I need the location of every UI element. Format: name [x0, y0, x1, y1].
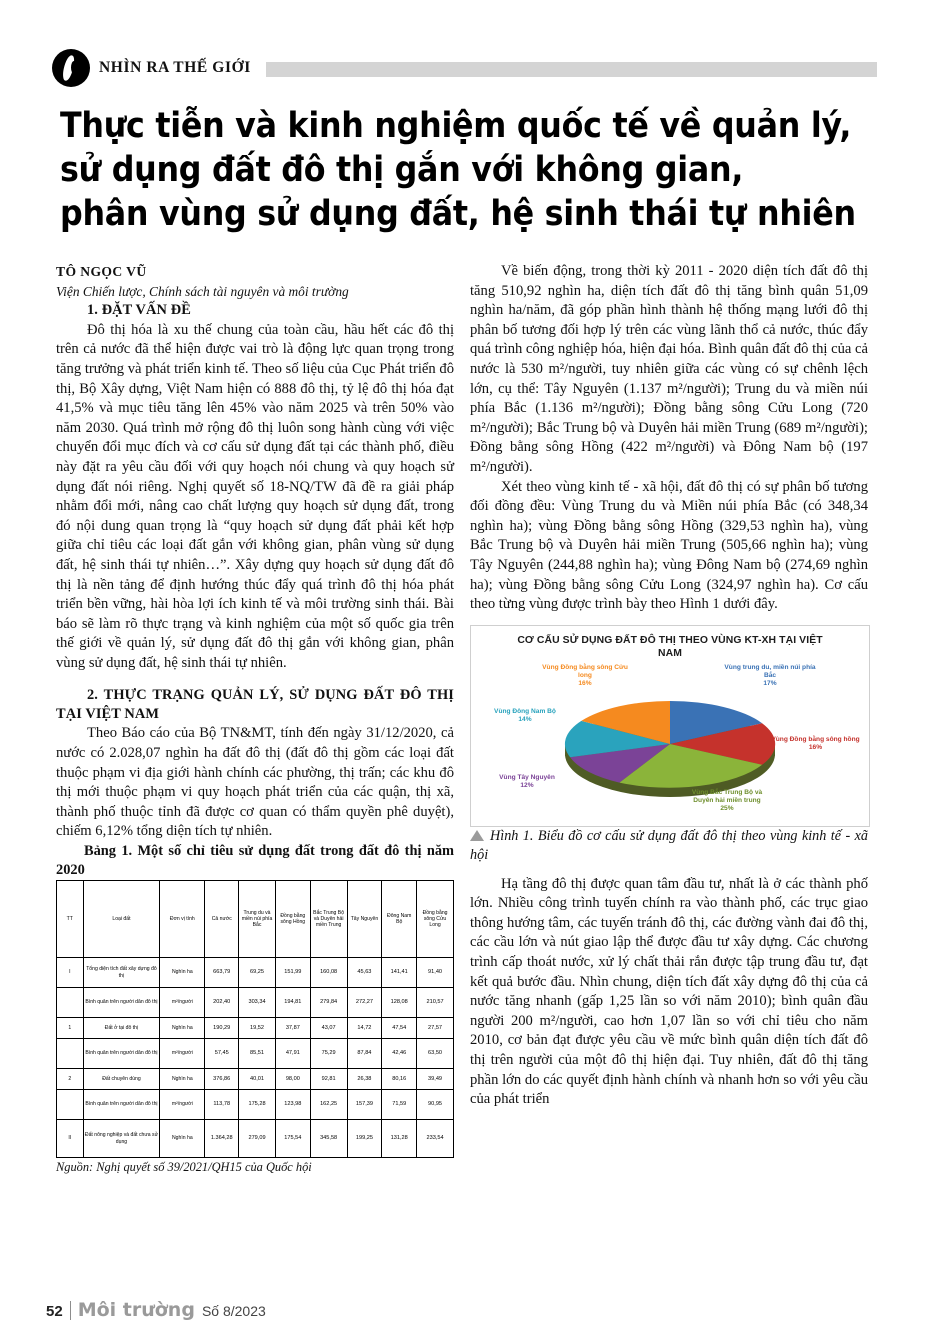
cell-don-vi: m²/người	[160, 988, 205, 1018]
cell-dbscl: 90,95	[417, 1090, 454, 1120]
heading-section-1: 1. ĐẶT VẤN ĐỀ	[87, 302, 191, 319]
col-header-dbscl: Đồng bằng sông Cửu Long	[417, 881, 454, 958]
cell-dbsh: 151,99	[275, 958, 310, 988]
col-header-dong-nam-bo: Đông Nam Bộ	[382, 881, 417, 958]
cell-dbsh: 37,87	[275, 1018, 310, 1039]
cell-tay-nguyen: 272,27	[347, 988, 382, 1018]
table-row	[57, 1090, 454, 1120]
cell-dnb: 71,59	[382, 1090, 417, 1120]
pie-label-text: Vùng Đông Nam Bộ	[494, 707, 556, 715]
cell-tt	[57, 1090, 84, 1120]
land-use-indicators-table	[56, 880, 454, 1158]
cell-dnb: 80,16	[382, 1069, 417, 1090]
col-header-dbsh: Đồng bằng sông Hồng	[275, 881, 310, 958]
col-header-tay-nguyen: Tây Nguyên	[347, 881, 382, 958]
cell-btb: 345,58	[310, 1120, 347, 1158]
cell-trung-du: 279,09	[239, 1120, 276, 1158]
figure-caption-text: Hình 1. Biểu đồ cơ cấu sử dụng đất đô thị theo vùng kinh tế - xã hội	[470, 827, 868, 863]
cell-dbscl: 233,54	[417, 1120, 454, 1158]
figure-1-pie-chart	[470, 625, 870, 827]
issue-number: Số 8/2023	[201, 1303, 266, 1319]
table-row	[57, 1039, 454, 1069]
cell-loai-dat: Bình quân trên người dân đô thị	[83, 988, 160, 1018]
cell-dnb: 141,41	[382, 958, 417, 988]
cell-don-vi: Nghìn ha	[160, 958, 205, 988]
cell-dbscl: 39,49	[417, 1069, 454, 1090]
table-caption: Bảng 1. Một số chỉ tiêu sử dụng đất trong đất đô thị năm 2020	[56, 843, 454, 879]
paragraph-intro: Đô thị hóa là xu thế chung của toàn cầu, hầu hết các đô thị trên cả nước đã thể hiện được vai trò là động lực quan trọng trong tăng trưởng và phát triển kinh tế. Theo số liệu của Cục Phát triển đô thị, Bộ Xây dựng, Việt Nam hiện có 888 đô thị, tỷ lệ đô thị hóa đạt 41,5% và mục tiêu tăng lên 45% vào năm 2025 và trên 50% vào năm 2030. Quá trình mở rộng đô thị luôn song hành cùng với việc chuyển đổi mục đích và cơ cấu sử dụng đất tại các thành phố, điều này đặt ra yêu cầu đối với quy hoạch nói chung và quy hoạch sử dụng đất nói riêng. Nghị quyết số 18-NQ/TW đã đề ra giải pháp nhằm đổi mới, nâng cao chất lượng quy hoạch sử dụng đất, trong đó nội dung quan trọng là “quy hoạch sử dụng đất phải kết hợp giữa chỉ tiêu các loại đất gắn với không gian, phân vùng sử dụng đất, hệ sinh thái tự nhiên…”. Xây dựng quy hoạch sử dụng đất đô thị là nền tảng để định hướng thúc đẩy quá trình đô thị hóa phát triển bền vững, hài hòa lợi ích kinh tế và môi trường sinh thái. Bài báo sẽ làm rõ thực trạng và kinh nghiệm của một số quốc gia trên thế giới về quản lý, sử dụng đất đô thị gắn với không gian, phân vùng sử dụng đất, hệ sinh thái tự nhiên.	[56, 321, 454, 671]
article-title	[60, 104, 856, 236]
pie-label-value: 16%	[578, 680, 592, 688]
right-column	[470, 262, 868, 1110]
pie-label-btb	[681, 789, 773, 814]
cell-tt: 2	[57, 1069, 84, 1090]
page-footer	[46, 1301, 266, 1320]
pie-label-dbscl	[539, 664, 631, 689]
col-header-tt: TT	[57, 881, 84, 958]
cell-btb: 162,25	[310, 1090, 347, 1120]
cell-trung-du: 303,34	[239, 988, 276, 1018]
cell-don-vi: Nghìn ha	[160, 1120, 205, 1158]
cell-ca-nuoc: 1.364,28	[205, 1120, 239, 1158]
kicker-label: NHÌN RA THẾ GIỚI	[99, 59, 251, 76]
pie-label-dong-nam-bo	[479, 708, 571, 724]
cell-dbsh: 175,54	[275, 1120, 310, 1158]
cell-trung-du: 85,51	[239, 1039, 276, 1069]
cell-dbscl: 210,57	[417, 988, 454, 1018]
pie-label-text: Vùng trung du, miền núi phía Bắc	[724, 663, 816, 679]
pie-label-text: Vùng Bắc Trung Bộ và Duyên hải miền trung	[691, 788, 763, 804]
cell-btb: 160,08	[310, 958, 347, 988]
table-row	[57, 1069, 454, 1090]
cell-dbscl: 63,50	[417, 1039, 454, 1069]
cell-tay-nguyen: 87,84	[347, 1039, 382, 1069]
cell-dnb: 128,08	[382, 988, 417, 1018]
paragraph-regions: Xét theo vùng kinh tế - xã hội, đất đô thị có sự phân bố tương đối đồng đều: Vùng Trung du và Miền núi phía Bắc (có 348,34 nghìn ha); vùng Đồng bằng sông Hồng (329,53 nghìn ha), vùng Bắc Trung bộ và Duyên hải miền Trung (505,66 nghìn ha); vùng Tây Nguyên (244,88 nghìn ha); vùng Đông Nam bộ (274,69 nghìn ha); vùng Đồng bằng sông Cửu Long (324,97 nghìn ha). Cơ cấu theo từng vùng được trình bày theo Hình 1 dưới đây.	[470, 478, 868, 613]
cell-loai-dat: Bình quân trên người dân đô thị	[83, 1090, 160, 1120]
cell-btb: 92,81	[310, 1069, 347, 1090]
section-kicker	[52, 48, 877, 88]
cell-loai-dat: Tổng diện tích đất xây dựng đô thị	[83, 958, 160, 988]
cell-tay-nguyen: 14,72	[347, 1018, 382, 1039]
cell-loai-dat: Bình quân trên người dân đô thị	[83, 1039, 160, 1069]
cell-dbscl: 91,40	[417, 958, 454, 988]
cell-ca-nuoc: 190,29	[205, 1018, 239, 1039]
cell-dbscl: 27,57	[417, 1018, 454, 1039]
cell-trung-du: 40,01	[239, 1069, 276, 1090]
pie-label-value: 25%	[720, 805, 734, 813]
pie-label-text: Vùng Đồng bằng sông Cửu long	[542, 663, 628, 679]
cell-loai-dat: Đất chuyên dùng	[83, 1069, 160, 1090]
cell-don-vi: m²/người	[160, 1090, 205, 1120]
pie-svg	[471, 626, 869, 826]
pie-chart-graphic	[471, 626, 869, 826]
table-header-row	[57, 881, 454, 958]
table-row	[57, 1018, 454, 1039]
paragraph-infrastructure: Hạ tầng đô thị được quan tâm đầu tư, nhất là ở các thành phố lớn. Nhiều công trình tuyến chính ra vào thành phố, các trục giao thông hướng tâm, các tuyến tránh đô thị, các đường vành đai đô thị, các cầu lớn và nút giao lập thể được đầu tư xây dựng. Các chương trình cấp thoát nước, xử lý chất thải rắn được tập trung đầu tư, đạt kết quả bước đầu. Nhìn chung, diện tích đất xây dựng đô thị của cả nước tăng nhanh (gấp 1,25 lần so với năm 2010); bình quân đầu người 200 m²/người, cao hơn 1,07 lần so với chỉ tiêu cho năm 2010, cơ bản đạt được yêu cầu về mức bình quân diện tích đất đô thị trên người của một đô thị hiện đại. Tuy nhiên, đất đô thị tăng phần lớn do các quyết định hành chính và nhanh hơn so với yêu cầu của phát triển	[470, 875, 868, 1108]
table-row	[57, 958, 454, 988]
cell-loai-dat: Đất ở tại đô thị	[83, 1018, 160, 1039]
cell-ca-nuoc: 376,86	[205, 1069, 239, 1090]
heading-section-2: 2. THỰC TRẠNG QUẢN LÝ, SỬ DỤNG ĐẤT ĐÔ THỊ TẠI VIỆT NAM	[56, 687, 454, 723]
cell-loai-dat: Đất nông nghiệp và đất chưa sử dụng	[83, 1120, 160, 1158]
col-header-don-vi: Đơn vị tính	[160, 881, 205, 958]
cell-btb: 279,84	[310, 988, 347, 1018]
pie-label-value: 17%	[763, 680, 777, 688]
cell-tt: 1	[57, 1018, 84, 1039]
table-body	[57, 958, 454, 1158]
table-source-note: Nguồn: Nghị quyết số 39/2021/QH15 của Quốc hội	[56, 1160, 312, 1175]
article-title-line-2: sử dụng đất đô thị gắn với không gian,	[60, 150, 744, 190]
cell-dbsh: 194,81	[275, 988, 310, 1018]
article-title-line-3: phân vùng sử dụng đất, hệ sinh thái tự nhiên	[60, 194, 856, 234]
cell-tay-nguyen: 45,63	[347, 958, 382, 988]
cell-dnb: 47,54	[382, 1018, 417, 1039]
left-column	[56, 262, 454, 1178]
cell-tt	[57, 1039, 84, 1069]
pie-label-dbsh	[768, 736, 863, 752]
col-header-loai-dat: Loại đất	[83, 881, 160, 958]
bird-circle-logo-icon	[52, 49, 90, 87]
paragraph-change: Về biến động, trong thời kỳ 2011 - 2020 diện tích đất đô thị tăng 510,92 nghìn ha, diện tích đất đô thị tăng bình quân 51,09 nghìn ha/năm, đã góp phần hình thành hệ thống mạng lưới đô thị phân bố tương đối hợp lý trên các vùng lãnh thổ cả nước, thúc đẩy quá trình công nghiệp hóa, hiện đại hóa. Bình quân đất đô thị của cả nước là 530 m²/người, tuy nhiên giữa các vùng có sự chênh lệch lớn, cụ thể: Tây Nguyên (1.137 m²/người); Trung du và miền núi phía Bắc (1.136 m²/người); Đồng bằng sông Cửu Long (720 m²/người); Bắc Trung bộ và Duyên hải miền Trung (689 m²/người); Đồng bằng sông Hồng (422 m²/người) và Đông Nam bộ (197 m²/người).	[470, 263, 868, 475]
cell-tt	[57, 988, 84, 1018]
cell-trung-du: 69,25	[239, 958, 276, 988]
masthead-title: Môi trường	[70, 1301, 195, 1320]
cell-dbsh: 123,98	[275, 1090, 310, 1120]
pie-label-trung-du	[724, 664, 816, 689]
cell-tay-nguyen: 26,38	[347, 1069, 382, 1090]
cell-ca-nuoc: 202,40	[205, 988, 239, 1018]
cell-ca-nuoc: 663,79	[205, 958, 239, 988]
cell-btb: 43,07	[310, 1018, 347, 1039]
cell-tay-nguyen: 199,25	[347, 1120, 382, 1158]
cell-dnb: 131,28	[382, 1120, 417, 1158]
figure-caption	[470, 827, 868, 865]
pie-label-text: Vùng Đồng bằng sông hồng	[771, 735, 860, 743]
cell-tay-nguyen: 157,39	[347, 1090, 382, 1120]
chart-title: CƠ CẤU SỬ DỤNG ĐẤT ĐÔ THỊ THEO VÙNG KT-XH TẠI VIỆT NAM	[517, 634, 823, 659]
author-name: TÔ NGỌC VŨ	[56, 264, 147, 279]
col-header-ca-nuoc: Cả nước	[205, 881, 239, 958]
pie-label-value: 12%	[520, 781, 534, 789]
cell-ca-nuoc: 113,78	[205, 1090, 239, 1120]
article-title-line-1: Thực tiễn và kinh nghiệm quốc tế về quản lý,	[60, 106, 852, 146]
pie-label-text: Vùng Tây Nguyên	[499, 773, 555, 781]
cell-dbsh: 98,00	[275, 1069, 310, 1090]
caption-triangle-icon	[470, 830, 484, 841]
cell-btb: 75,29	[310, 1039, 347, 1069]
pie-label-value: 16%	[808, 743, 823, 751]
table-row	[57, 988, 454, 1018]
paragraph-status: Theo Báo cáo của Bộ TN&MT, tính đến ngày 31/12/2020, cả nước có 2.028,07 nghìn ha đất đô thị (đất đô thị gồm các loại đất thuộc phạm vi địa giới hành chính các phường, thị trấn; các khu đô thị mới thuộc phạm vi quy hoạch phát triển của các quận, thị xã, thành phố thuộc tỉnh đã được cơ quan có thẩm quyền phê duyệt), chiếm 6,12% tổng diện tích tự nhiên.	[56, 725, 454, 840]
cell-tt: I	[57, 958, 84, 988]
pie-label-value: 14%	[518, 715, 532, 723]
cell-ca-nuoc: 57,45	[205, 1039, 239, 1069]
cell-tt: II	[57, 1120, 84, 1158]
cell-don-vi: Nghìn ha	[160, 1069, 205, 1090]
col-header-btb: Bắc Trung Bộ và Duyên hải miền Trung	[310, 881, 347, 958]
cell-dnb: 42,46	[382, 1039, 417, 1069]
page-number: 52	[46, 1303, 63, 1320]
col-header-trung-du: Trung du và miền núi phía Bắc	[239, 881, 276, 958]
cell-trung-du: 175,28	[239, 1090, 276, 1120]
cell-don-vi: m²/người	[160, 1039, 205, 1069]
cell-dbsh: 47,91	[275, 1039, 310, 1069]
pie-label-tay-nguyen	[481, 774, 573, 790]
kicker-rule	[266, 62, 877, 77]
table-row	[57, 1120, 454, 1158]
cell-don-vi: Nghìn ha	[160, 1018, 205, 1039]
author-affiliation: Viện Chiến lược, Chính sách tài nguyên và môi trường	[56, 283, 349, 299]
cell-trung-du: 19,52	[239, 1018, 276, 1039]
